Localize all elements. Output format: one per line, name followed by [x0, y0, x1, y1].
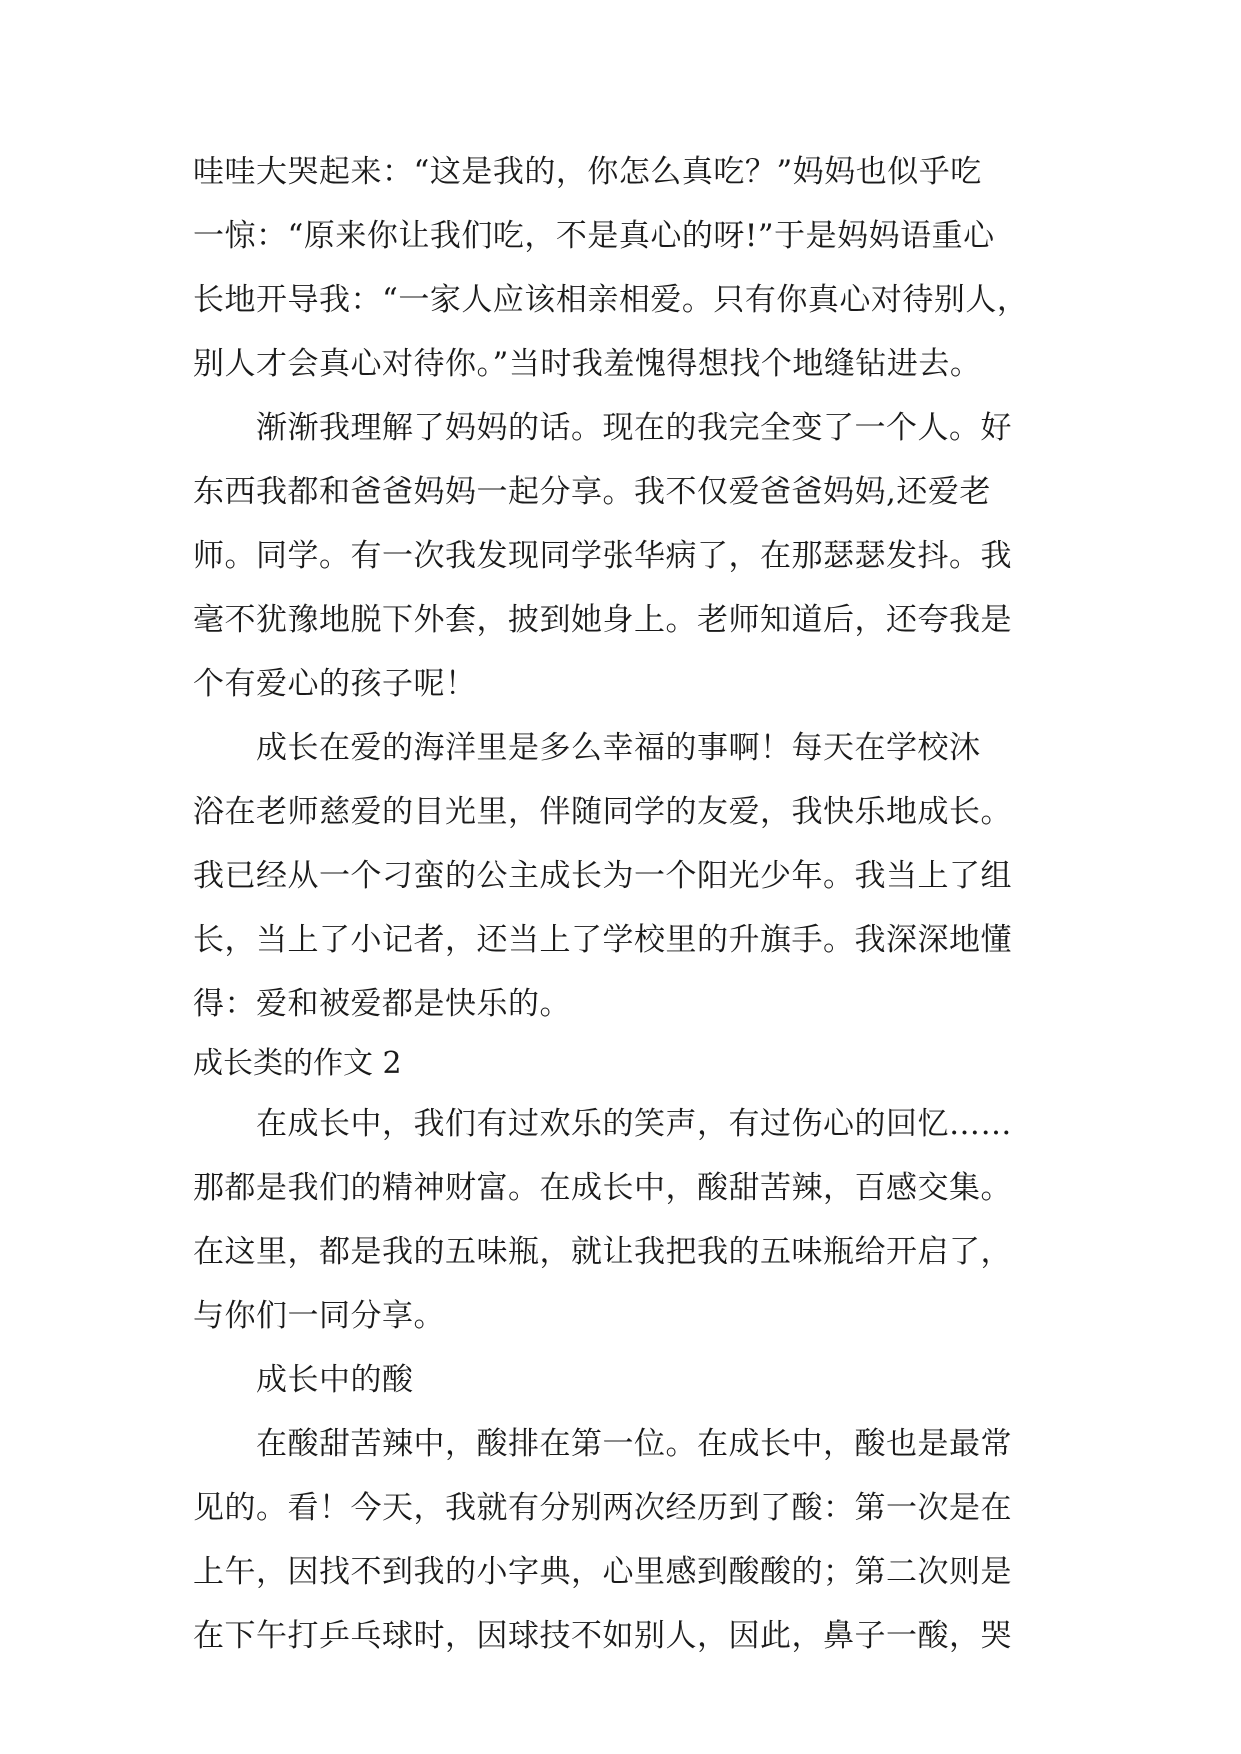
text-line: 毫不犹豫地脱下外套，披到她身上。老师知道后，还夸我是: [193, 602, 1012, 638]
text-line: 长，当上了小记者，还当上了学校里的升旗手。我深深地懂: [193, 922, 1012, 958]
text-line: 长地开导我：“一家人应该相亲相爱。只有你真心对待别人，: [193, 282, 1029, 318]
text-line: 在酸甜苦辣中，酸排在第一位。在成长中，酸也是最常: [193, 1426, 1012, 1462]
text-line: 在下午打乒乓球时，因球技不如别人，因此，鼻子一酸，哭: [193, 1618, 1012, 1654]
text-line: 上午，因找不到我的小字典，心里感到酸酸的；第二次则是: [193, 1554, 1012, 1590]
text-line: 那都是我们的精神财富。在成长中，酸甜苦辣，百感交集。: [193, 1170, 1012, 1206]
text-line: 浴在老师慈爱的目光里，伴随同学的友爱，我快乐地成长。: [193, 794, 1012, 830]
text-line: 在这里，都是我的五味瓶，就让我把我的五味瓶给开启了，: [193, 1234, 1012, 1270]
text-line: 渐渐我理解了妈妈的话。现在的我完全变了一个人。好: [193, 410, 1012, 446]
text-line: 个有爱心的孩子呢！: [193, 666, 477, 702]
text-line: 师。同学。有一次我发现同学张华病了，在那瑟瑟发抖。我: [193, 538, 1012, 574]
text-line: 别人才会真心对待你。”当时我羞愧得想找个地缝钻进去。: [193, 346, 982, 382]
text-line: 与你们一同分享。: [193, 1298, 445, 1334]
text-line: 得：爱和被爱都是快乐的。: [193, 986, 571, 1022]
text-line: 见的。看！今天，我就有分别两次经历到了酸：第一次是在: [193, 1490, 1012, 1526]
text-line: 在成长中，我们有过欢乐的笑声，有过伤心的回忆……: [193, 1106, 1012, 1142]
text-line: 我已经从一个刁蛮的公主成长为一个阳光少年。我当上了组: [193, 858, 1012, 894]
text-line: 成长在爱的海洋里是多么幸福的事啊！每天在学校沐: [193, 730, 981, 766]
section-heading: 成长类的作文 2: [193, 1046, 402, 1081]
text-line: 一惊：“原来你让我们吃，不是真心的呀!”于是妈妈语重心: [193, 218, 995, 254]
subheading: 成长中的酸: [193, 1362, 414, 1398]
text-line: 东西我都和爸爸妈妈一起分享。我不仅爱爸爸妈妈,还爱老: [193, 474, 991, 510]
text-line: 哇哇大哭起来：“这是我的，你怎么真吃？”妈妈也似乎吃: [193, 154, 982, 190]
